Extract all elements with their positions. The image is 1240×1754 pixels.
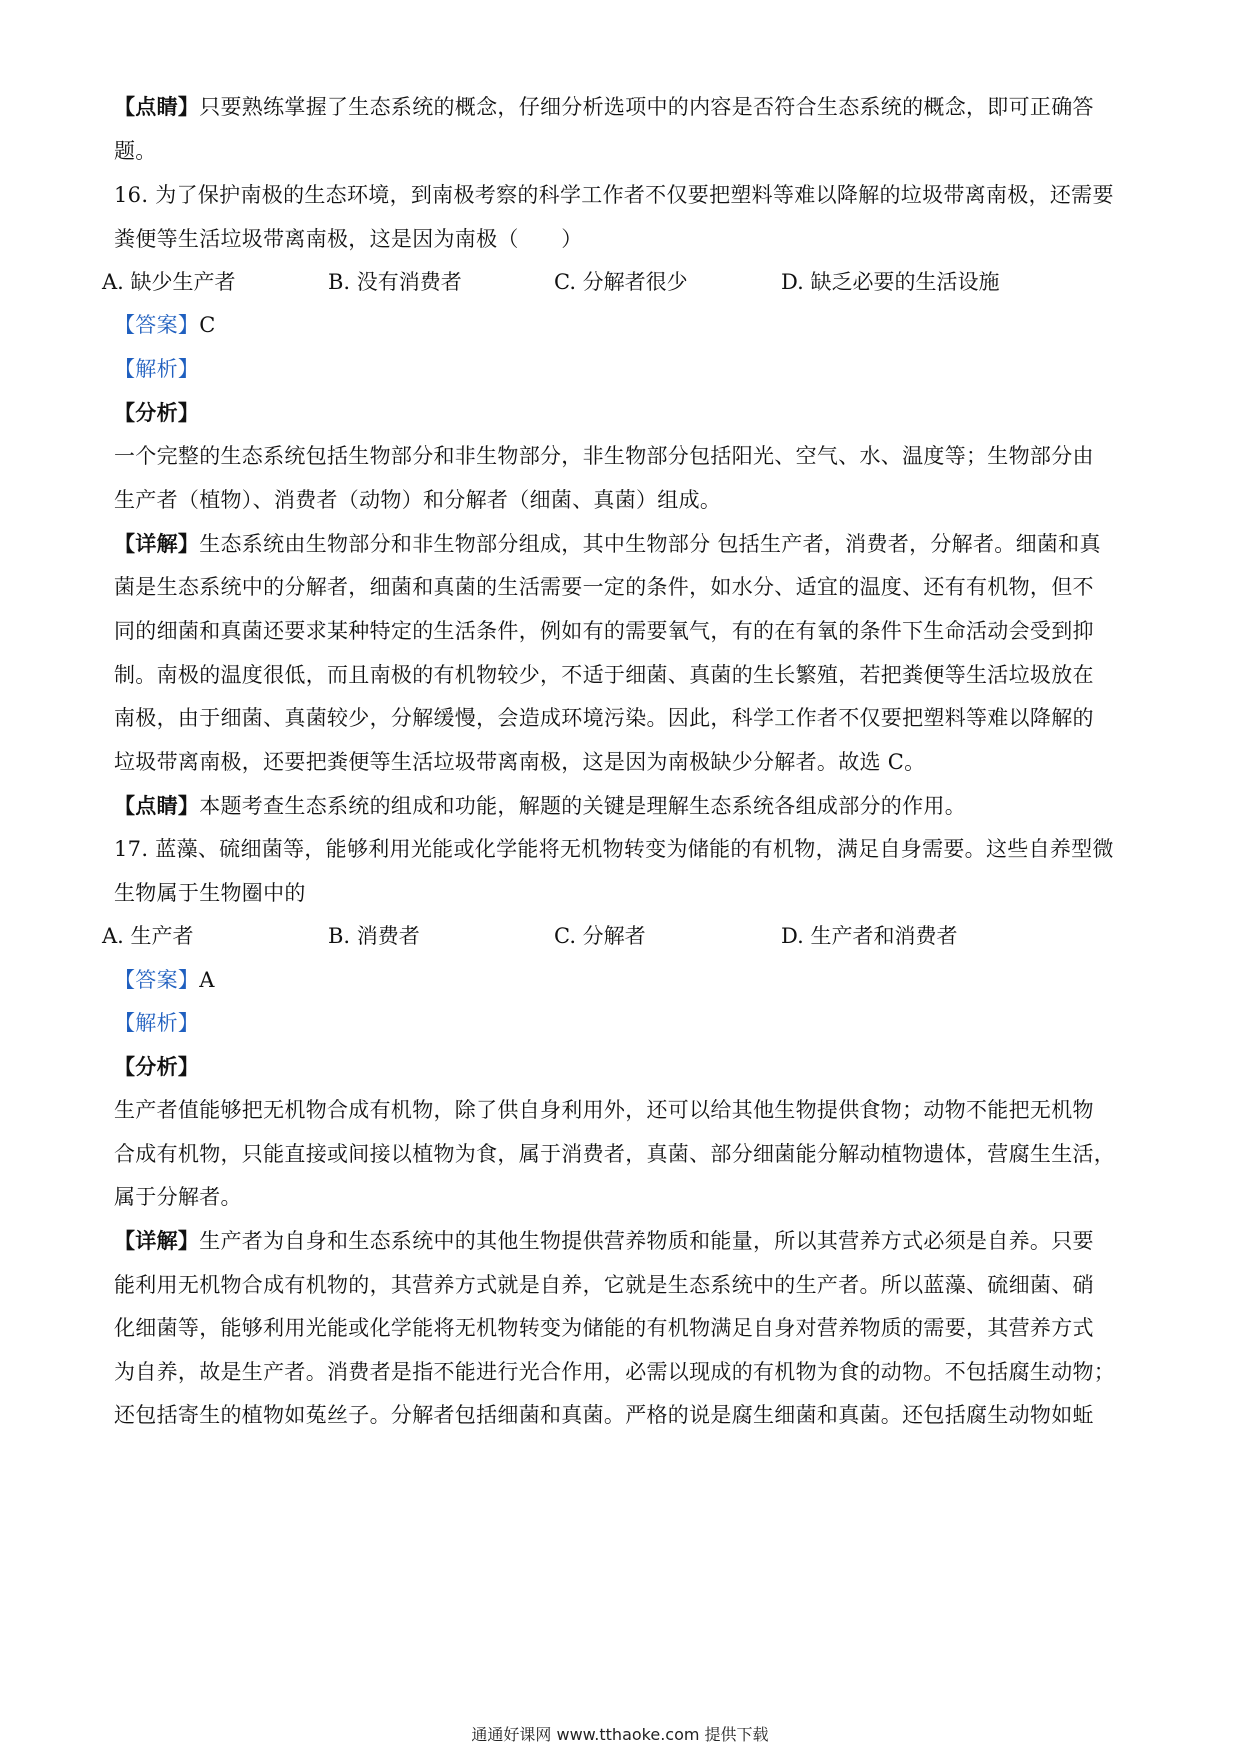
fenxi-tag: 【分析】 (114, 400, 200, 425)
q17-stem-line-1: 17. 蓝藻、硫细菌等，能够利用光能或化学能将无机物转变为储能的有机物，满足自身需要。这些自养型微 (114, 837, 1114, 861)
q16-fenxi (114, 399, 1138, 427)
q17-xiangjie-line-2: 能利用无机物合成有机物的，其营养方式就是自养，它就是生态系统中的生产者。所以蓝藻、硫细菌、硝 (114, 1273, 1094, 1297)
tip-tag: 【点睛】 (114, 94, 200, 119)
q16-jiexi (114, 355, 1138, 383)
q16-fenxi-line-1: 一个完整的生态系统包括生物部分和非生物部分，非生物部分包括阳光、空气、水、温度等；生物部分由 (114, 444, 1094, 468)
xiangjie-text: 生态系统由生物部分和非生物部分组成，其中生物部分 包括生产者，消费者，分解者。细菌和真 (199, 532, 1101, 556)
q17-jiexi (114, 1009, 1138, 1037)
answer-tag: 【答案】 (114, 313, 200, 337)
q17-stem-line-2: 生物属于生物圈中的 (114, 881, 306, 905)
q17-option-c: C. 分解者 (554, 924, 646, 948)
q17-option-d: D. 生产者和消费者 (781, 924, 958, 948)
q16-xiangjie-line-2: 菌是生态系统中的分解者，细菌和真菌的生活需要一定的条件，如水分、适宜的温度、还有有机物，但不 (114, 575, 1094, 599)
q17-option-b: B. 消费者 (328, 924, 420, 948)
xiangjie-text: 生产者为自身和生态系统中的其他生物提供营养物质和能量，所以其营养方式必须是自养。只要 (199, 1229, 1094, 1253)
q16-xiangjie-line-3: 同的细菌和真菌还要求某种特定的生活条件，例如有的需要氧气，有的在有氧的条件下生命活动会受到抑 (114, 619, 1094, 643)
q17-xiangjie-line-5: 还包括寄生的植物如菟丝子。分解者包括细菌和真菌。严格的说是腐生细菌和真菌。还包括腐生动物如蚯 (114, 1403, 1094, 1427)
q17-fenxi-line-2: 合成有机物，只能直接或间接以植物为食，属于消费者，真菌、部分细菌能分解动植物遗体，营腐生生活， (114, 1142, 1116, 1166)
q16-option-d: D. 缺乏必要的生活设施 (781, 270, 1000, 294)
q16-xiangjie-line-5: 南极，由于细菌、真菌较少，分解缓慢，会造成环境污染。因此，科学工作者不仅要把塑料等难以降解的 (114, 706, 1094, 730)
q16-dianjing (114, 792, 1138, 820)
q16-option-c: C. 分解者很少 (554, 270, 688, 294)
jiexi-tag: 【解析】 (114, 357, 200, 381)
tip-text: 只要熟练掌握了生态系统的概念，仔细分析选项中的内容是否符合生态系统的概念，即可正确答 (199, 95, 1094, 119)
answer-value: C (199, 313, 216, 337)
xiangjie-tag: 【详解】 (114, 1228, 200, 1253)
answer-value: A (199, 968, 215, 992)
q17-xiangjie-line-1 (114, 1227, 1138, 1255)
q16-xiangjie-line-6: 垃圾带离南极，还要把粪便等生活垃圾带离南极，这是因为南极缺少分解者。故选 C。 (114, 750, 926, 774)
q16-stem-line-2: 粪便等生活垃圾带离南极，这是因为南极（ ） (114, 227, 583, 251)
q16-xiangjie-line-1 (114, 530, 1138, 558)
q16-answer (114, 311, 1138, 339)
q16-option-b: B. 没有消费者 (328, 270, 462, 294)
tip-line-1 (114, 93, 1138, 121)
q16-xiangjie-line-4: 制。南极的温度很低，而且南极的有机物较少，不适于细菌、真菌的生长繁殖，若把粪便等生活垃圾放在 (114, 663, 1094, 687)
q17-xiangjie-line-4: 为自养，故是生产者。消费者是指不能进行光合作用，必需以现成的有机物为食的动物。不包括腐生动物； (114, 1360, 1116, 1384)
q17-answer (114, 966, 1138, 994)
tip-line-2: 题。 (114, 139, 157, 163)
fenxi-tag: 【分析】 (114, 1054, 200, 1079)
q17-xiangjie-line-3: 化细菌等，能够利用光能或化学能将无机物转变为储能的有机物满足自身对营养物质的需要，其营养方式 (114, 1316, 1094, 1340)
q17-fenxi-line-1: 生产者值能够把无机物合成有机物，除了供自身利用外，还可以给其他生物提供食物；动物不能把无机物 (114, 1098, 1094, 1122)
q17-fenxi (114, 1053, 1138, 1081)
dianjing-tag: 【点睛】 (114, 793, 200, 818)
q17-option-a: A. 生产者 (102, 924, 194, 948)
q16-option-a: A. 缺少生产者 (102, 270, 236, 294)
jiexi-tag: 【解析】 (114, 1011, 200, 1035)
page-footer: 通通好课网 www.tthaoke.com 提供下载 (471, 1725, 769, 1744)
q16-fenxi-line-2: 生产者（植物）、消费者（动物）和分解者（细菌、真菌）组成。 (114, 488, 722, 512)
answer-tag: 【答案】 (114, 968, 200, 992)
dianjing-text: 本题考查生态系统的组成和功能，解题的关键是理解生态系统各组成部分的作用。 (199, 794, 966, 818)
q17-fenxi-line-3: 属于分解者。 (114, 1185, 242, 1209)
xiangjie-tag: 【详解】 (114, 531, 200, 556)
q16-stem-line-1: 16. 为了保护南极的生态环境，到南极考察的科学工作者不仅要把塑料等难以降解的垃圾带离南极，还需要 (114, 183, 1114, 207)
